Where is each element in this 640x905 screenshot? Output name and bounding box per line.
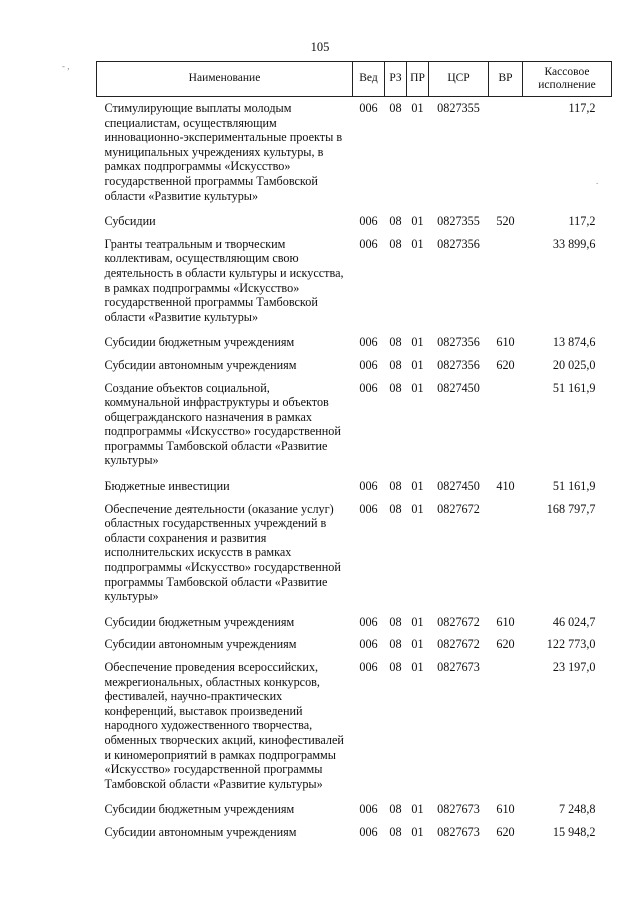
cell-vr: 620 <box>496 357 515 372</box>
cell-name: Субсидии автономным учреждениям <box>104 824 297 839</box>
table-row <box>97 633 612 656</box>
cell-vr: 610 <box>496 335 515 350</box>
cell-pr: 01 <box>411 101 424 115</box>
cell-pr: 01 <box>411 637 424 652</box>
cell-rz: 08 <box>389 380 402 395</box>
table-row <box>97 656 612 798</box>
table-row <box>97 331 612 354</box>
scan-mark: - , <box>62 61 70 71</box>
cell-sum: 33 899,6 <box>552 236 596 251</box>
cell-name: Стимулирующие выплаты молодым специалистам, осуществляющим инновационно-экспериментальные проекты в муниципальных учреждениях культуры, в рамках подпрограммы «Искусство» государственной программы Тамбовской области «Развитие культуры» <box>104 101 343 203</box>
cell-rz: 08 <box>389 479 402 494</box>
cell-pr: 01 <box>411 380 424 395</box>
header-vr: ВР <box>489 62 523 97</box>
cell-vr <box>489 377 523 476</box>
budget-table <box>96 61 612 844</box>
cell-sum: 20 025,0 <box>552 357 596 372</box>
cell-ved: 006 <box>359 357 378 372</box>
cell-csr: 0827673 <box>437 802 480 817</box>
header-pr: ПР <box>407 62 429 97</box>
cell-rz: 08 <box>389 802 402 817</box>
cell-sum: 51 161,9 <box>552 479 596 494</box>
cell-vr <box>489 97 523 211</box>
cell-rz: 08 <box>389 637 402 652</box>
cell-csr: 0827356 <box>437 357 480 372</box>
cell-sum: 23 197,0 <box>552 660 596 674</box>
cell-name: Субсидии бюджетным учреждениям <box>104 802 295 817</box>
cell-sum: 117,2 <box>568 101 596 115</box>
cell-csr: 0827355 <box>437 214 480 229</box>
page-number: 105 <box>310 40 330 54</box>
header-ved: Вед <box>353 62 385 97</box>
table-row <box>97 354 612 377</box>
cell-sum: 51 161,9 <box>552 380 596 395</box>
cell-pr: 01 <box>411 357 424 372</box>
cell-rz: 08 <box>389 357 402 372</box>
cell-vr <box>489 498 523 611</box>
cell-vr: 610 <box>496 802 515 817</box>
table-row <box>97 498 612 611</box>
cell-ved: 006 <box>359 501 378 516</box>
cell-ved: 006 <box>359 479 378 494</box>
cell-vr: 620 <box>496 637 515 652</box>
table-row <box>97 377 612 476</box>
cell-vr <box>489 233 523 332</box>
cell-vr <box>489 656 523 798</box>
cell-csr: 0827672 <box>437 501 480 516</box>
cell-sum: 122 773,0 <box>546 637 596 652</box>
scan-mark: . <box>596 176 599 186</box>
cell-name: Обеспечение проведения всероссийских, межрегиональных, областных конкурсов, фестивалей, научно-практических конференций, выставок произведений народного художественного творчества, обменных творческих акций, кинофестивалей и киномероприятий в рамках подпрограммы «Искусство» государственной программы Тамбовской области «Развитие культуры» <box>104 660 344 791</box>
cell-sum: 15 948,2 <box>552 824 596 839</box>
header-csr: ЦСР <box>429 62 489 97</box>
cell-pr: 01 <box>411 614 424 629</box>
cell-name: Субсидии автономным учреждениям <box>104 357 297 372</box>
cell-ved: 006 <box>359 214 378 229</box>
cell-csr: 0827672 <box>437 637 480 652</box>
cell-csr: 0827356 <box>437 335 480 350</box>
cell-ved: 006 <box>359 660 378 674</box>
cell-pr: 01 <box>411 214 424 229</box>
table-row <box>97 97 612 211</box>
cell-csr: 0827673 <box>437 660 480 674</box>
header-rz: РЗ <box>385 62 407 97</box>
cell-pr: 01 <box>411 802 424 817</box>
cell-ved: 006 <box>359 637 378 652</box>
cell-rz: 08 <box>389 101 402 115</box>
cell-pr: 01 <box>411 479 424 494</box>
cell-csr: 0827673 <box>437 824 480 839</box>
table-row <box>97 233 612 332</box>
cell-pr: 01 <box>411 824 424 839</box>
cell-vr: 620 <box>496 824 515 839</box>
cell-sum: 46 024,7 <box>552 614 596 629</box>
cell-rz: 08 <box>389 236 402 251</box>
cell-ved: 006 <box>359 614 378 629</box>
cell-pr: 01 <box>411 501 424 516</box>
cell-pr: 01 <box>411 335 424 350</box>
cell-ved: 006 <box>359 236 378 251</box>
cell-sum: 13 874,6 <box>552 335 596 350</box>
table-row <box>97 821 612 844</box>
table-row <box>97 798 612 821</box>
table-row <box>97 210 612 233</box>
cell-csr: 0827450 <box>437 479 480 494</box>
cell-sum: 168 797,7 <box>546 501 596 516</box>
table-row <box>97 475 612 498</box>
cell-vr: 520 <box>496 214 515 229</box>
cell-vr: 410 <box>496 479 515 494</box>
cell-csr: 0827672 <box>437 614 480 629</box>
cell-ved: 006 <box>359 824 378 839</box>
cell-name: Обеспечение деятельности (оказание услуг) областных государственных учреждений в области сохранения и развития исполнительских искусств в рамках подпрограммы «Искусство» государственной программы Тамбовской области «Развитие культуры» <box>104 501 341 604</box>
cell-pr: 01 <box>411 660 424 674</box>
cell-sum: 7 248,8 <box>558 802 596 817</box>
cell-name: Субсидии бюджетным учреждениям <box>104 335 295 350</box>
cell-name: Создание объектов социальной, коммунальной инфраструктуры и объектов общегражданского назначения в рамках подпрограммы «Искусство» государственной программы Тамбовской области «Развитие культуры» <box>104 380 341 468</box>
table-header-row <box>97 62 612 97</box>
cell-pr: 01 <box>411 236 424 251</box>
cell-name: Гранты театральным и творческим коллективам, осуществляющим свою деятельность в области культуры и искусства, в рамках подпрограммы «Искусство» государственной программы Тамбовской области «Развитие культуры» <box>104 236 344 324</box>
cell-ved: 006 <box>359 802 378 817</box>
cell-rz: 08 <box>389 824 402 839</box>
cell-csr: 0827355 <box>437 101 480 115</box>
cell-name: Субсидии <box>104 214 156 229</box>
cell-name: Субсидии автономным учреждениям <box>104 637 297 652</box>
table-row <box>97 611 612 634</box>
cell-csr: 0827356 <box>437 236 480 251</box>
cell-rz: 08 <box>389 335 402 350</box>
cell-rz: 08 <box>389 501 402 516</box>
cell-rz: 08 <box>389 214 402 229</box>
cell-csr: 0827450 <box>437 380 480 395</box>
cell-sum: 117,2 <box>568 214 596 229</box>
table-body <box>97 97 612 844</box>
cell-ved: 006 <box>359 101 378 115</box>
cell-ved: 006 <box>359 335 378 350</box>
cell-name: Бюджетные инвестиции <box>104 479 230 494</box>
header-sum: Кассовое исполнение <box>523 62 612 97</box>
cell-rz: 08 <box>389 614 402 629</box>
cell-vr: 610 <box>496 614 515 629</box>
header-name: Наименование <box>97 62 353 97</box>
cell-ved: 006 <box>359 380 378 395</box>
cell-name: Субсидии бюджетным учреждениям <box>104 614 295 629</box>
cell-rz: 08 <box>389 660 402 674</box>
